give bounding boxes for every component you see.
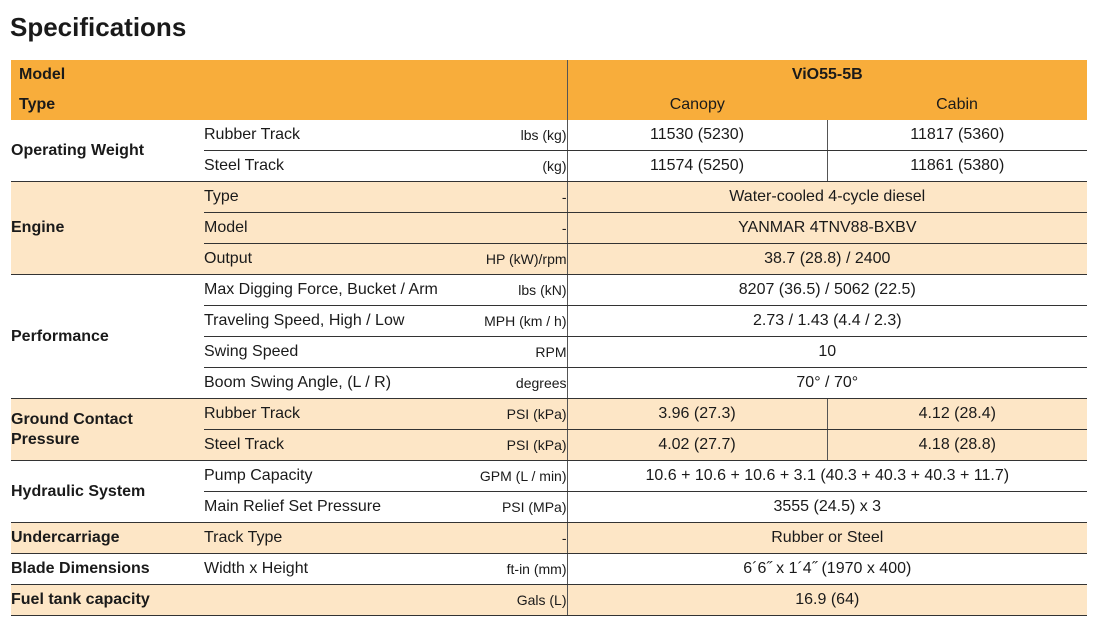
- row-item: Traveling Speed, High / Low: [204, 306, 474, 337]
- table-row: [11, 461, 1087, 492]
- row-item: Rubber Track: [204, 120, 474, 151]
- row-unit: PSI (kPa): [474, 399, 567, 430]
- row-unit: (kg): [474, 151, 567, 182]
- row-unit: HP (kW)/rpm: [474, 244, 567, 275]
- model-label: Model: [11, 60, 567, 90]
- row-value: 2.73 / 1.43 (4.4 / 2.3): [567, 306, 1087, 337]
- row-cabin: 4.18 (28.8): [827, 430, 1087, 461]
- row-unit: -: [474, 213, 567, 244]
- row-cabin: 11817 (5360): [827, 120, 1087, 151]
- row-value: Water-cooled 4-cycle diesel: [567, 182, 1087, 213]
- specifications-table: [11, 60, 1087, 616]
- row-canopy: 3.96 (27.3): [567, 399, 827, 430]
- row-item: Type: [204, 182, 474, 213]
- row-canopy: 4.02 (27.7): [567, 430, 827, 461]
- page-title: Specifications: [10, 12, 187, 42]
- row-unit: degrees: [474, 368, 567, 399]
- model-value: ViO55-5B: [567, 60, 1087, 90]
- row-value: 70° / 70°: [567, 368, 1087, 399]
- row-item: Output: [204, 244, 474, 275]
- row-canopy: 11530 (5230): [567, 120, 827, 151]
- table-row: [11, 120, 1087, 151]
- hydraulic-label: Hydraulic System: [11, 461, 204, 523]
- engine-label: Engine: [11, 182, 204, 275]
- undercarriage-label: Undercarriage: [11, 523, 204, 554]
- row-item: Width x Height: [204, 554, 474, 585]
- table-row: [11, 554, 1087, 585]
- row-value: 8207 (36.5) / 5062 (22.5): [567, 275, 1087, 306]
- table-row: [11, 182, 1087, 213]
- row-unit: ft-in (mm): [474, 554, 567, 585]
- row-cabin: 4.12 (28.4): [827, 399, 1087, 430]
- row-value: 38.7 (28.8) / 2400: [567, 244, 1087, 275]
- row-item: Swing Speed: [204, 337, 474, 368]
- blade-label: Blade Dimensions: [11, 554, 204, 585]
- row-cabin: 11861 (5380): [827, 151, 1087, 182]
- row-item: Max Digging Force, Bucket / Arm: [204, 275, 474, 306]
- table-row: [11, 399, 1087, 430]
- table-row: [11, 275, 1087, 306]
- row-unit: lbs (kg): [474, 120, 567, 151]
- row-item: Boom Swing Angle, (L / R): [204, 368, 474, 399]
- row-value: Rubber or Steel: [567, 523, 1087, 554]
- row-value: YANMAR 4TNV88-BXBV: [567, 213, 1087, 244]
- row-canopy: 11574 (5250): [567, 151, 827, 182]
- row-item: Main Relief Set Pressure: [204, 492, 474, 523]
- row-value: 6´6˝ x 1´4˝ (1970 x 400): [567, 554, 1087, 585]
- row-unit: -: [474, 523, 567, 554]
- row-unit: PSI (kPa): [474, 430, 567, 461]
- fuel-label: Fuel tank capacity: [11, 585, 474, 616]
- row-item: Steel Track: [204, 430, 474, 461]
- row-item: Model: [204, 213, 474, 244]
- row-unit: MPH (km / h): [474, 306, 567, 337]
- row-value: 16.9 (64): [567, 585, 1087, 616]
- row-item: Rubber Track: [204, 399, 474, 430]
- row-unit: -: [474, 182, 567, 213]
- table-row: [11, 523, 1087, 554]
- type-cabin: Cabin: [827, 90, 1087, 120]
- ground-contact-label: Ground Contact Pressure: [11, 399, 204, 461]
- row-unit: Gals (L): [474, 585, 567, 616]
- type-header-row: [11, 90, 1087, 120]
- table-row: [11, 585, 1087, 616]
- row-item: Steel Track: [204, 151, 474, 182]
- operating-weight-label: Operating Weight: [11, 120, 204, 182]
- row-value: 10.6 + 10.6 + 10.6 + 3.1 (40.3 + 40.3 + 40.3 + 11.7): [567, 461, 1087, 492]
- row-unit: RPM: [474, 337, 567, 368]
- row-unit: GPM (L / min): [474, 461, 567, 492]
- row-item: Track Type: [204, 523, 474, 554]
- row-item: Pump Capacity: [204, 461, 474, 492]
- performance-label: Performance: [11, 275, 204, 399]
- row-value: 10: [567, 337, 1087, 368]
- row-unit: PSI (MPa): [474, 492, 567, 523]
- type-label: Type: [11, 90, 567, 120]
- model-header-row: [11, 60, 1087, 90]
- type-canopy: Canopy: [567, 90, 827, 120]
- row-unit: lbs (kN): [474, 275, 567, 306]
- row-value: 3555 (24.5) x 3: [567, 492, 1087, 523]
